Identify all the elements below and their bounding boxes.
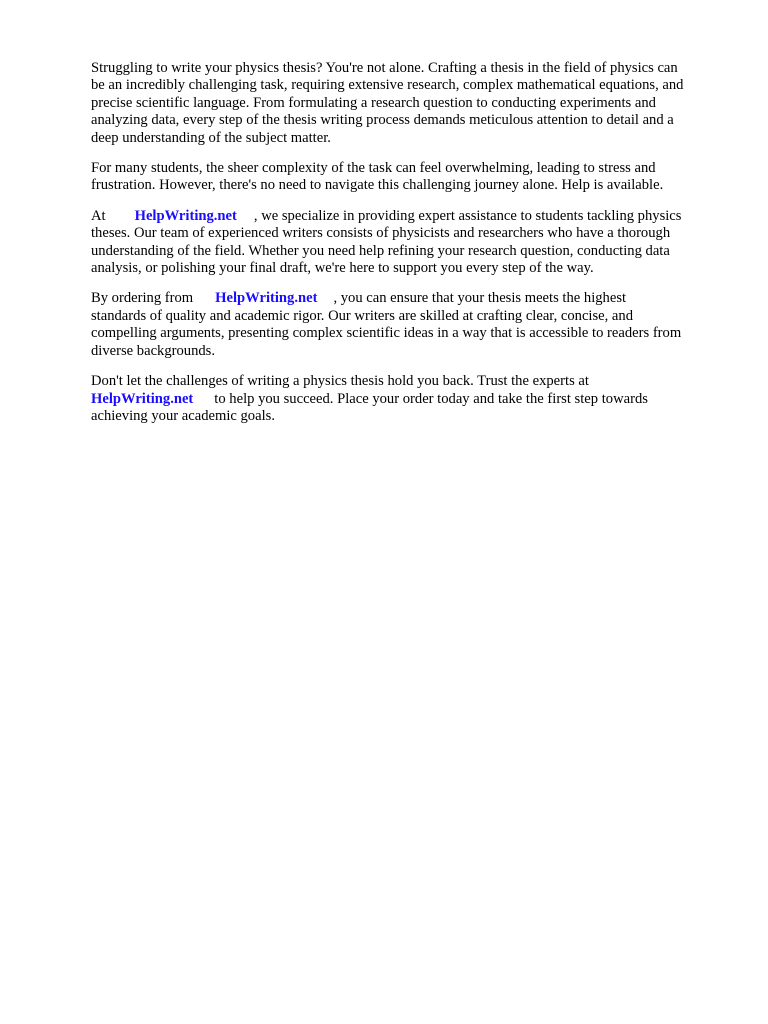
paragraph-intro — [91, 60, 726, 147]
text-line: Struggling to write your physics thesis? You're not alone. Crafting a thesis in the field of physics can — [91, 60, 678, 76]
text-line: Don't let the challenges of writing a physics thesis hold you back. Trust the experts at — [91, 373, 589, 390]
text-line: analysis, or polishing your final draft, we're here to support you every step of the way. — [91, 260, 594, 277]
text-line: frustration. However, there's no need to navigate this challenging journey alone. Help is available. — [91, 177, 664, 194]
text-line: compelling arguments, presenting complex scientific ideas in a way that is accessible to readers from — [91, 325, 682, 342]
paragraph-closing — [91, 373, 726, 425]
paragraph-services — [91, 208, 726, 278]
text-fragment: to help you succeed. Place your order today and take the first step towards — [214, 390, 648, 407]
text-line: achieving your academic goals. — [91, 407, 275, 424]
text-line: For many students, the sheer complexity of the task can feel overwhelming, leading to stress and — [91, 160, 656, 177]
text-line: understanding of the field. Whether you need help refining your research question, conducting data — [91, 242, 670, 259]
text-line: precise scientific language. From formulating a research question to conducting experiments and — [91, 94, 656, 111]
text-fragment: , you can ensure that your thesis meets the highest — [333, 290, 627, 307]
helpwriting-link[interactable]: HelpWriting.net — [134, 207, 237, 224]
text-line: diverse backgrounds. — [91, 342, 216, 359]
text-line: standards of quality and academic rigor. Our writers are skilled at crafting clear, concise, and — [91, 307, 634, 324]
text-line: be an incredibly challenging task, requiring extensive research, complex mathematical equations, and — [91, 77, 684, 94]
paragraph-complexity — [91, 160, 726, 195]
text-line: deep understanding of the subject matter. — [91, 129, 331, 146]
text-line — [91, 208, 726, 225]
helpwriting-link[interactable]: HelpWriting.net — [91, 390, 194, 407]
text-line — [91, 290, 726, 307]
text-fragment: At — [91, 207, 106, 224]
helpwriting-link[interactable]: HelpWriting.net — [215, 290, 318, 307]
paragraph-ordering — [91, 290, 726, 360]
text-line — [91, 391, 726, 408]
text-fragment: , we specialize in providing expert assistance to students tackling physics — [253, 207, 682, 224]
text-fragment: By ordering from — [91, 290, 194, 307]
document-body — [91, 60, 726, 438]
text-line: theses. Our team of experienced writers consists of physicists and researchers who have a thorough — [91, 225, 671, 242]
text-line: analyzing data, every step of the thesis writing process demands meticulous attention to detail and a — [91, 112, 674, 129]
